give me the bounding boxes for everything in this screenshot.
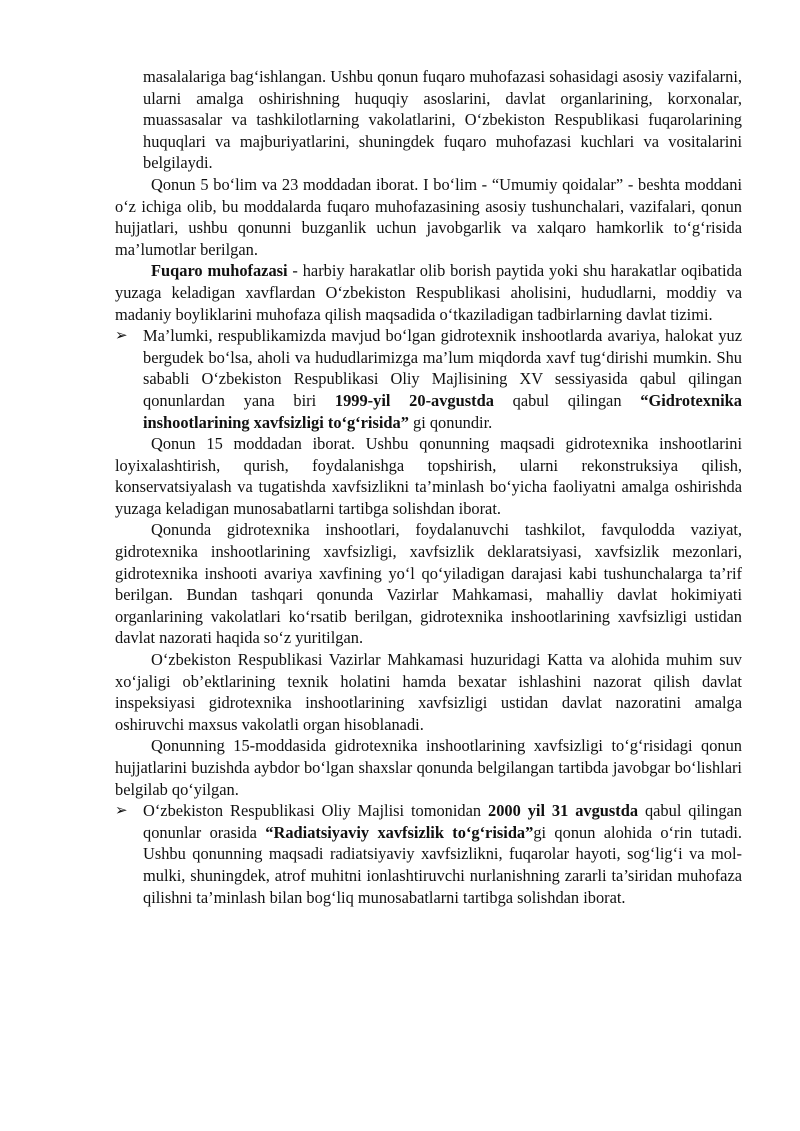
bullet-law-title: “Gidrotexnika inshootlarining xavfsizligi to‘g‘risida” bbox=[143, 390, 742, 432]
paragraph-law-purpose: Qonun 15 moddadan iborat. Ushbu qonunning maqsadi gidrotexnika inshootlarini loyixalashtirish, qurish, foydalanishga topshirish, ularni rekonstruksiya qilish, konservatsiyalash va tugatishda xavfsizlikni ta’minlash bo‘yicha faoliyatni amalga oshirishda yuzaga keladigan munosabatlarni tartibga solishdan iborat. bbox=[115, 434, 742, 518]
paragraph-inspection: O‘zbekiston Respublikasi Vazirlar Mahkamasi huzuridagi Katta va alohida muhim suv xo‘jaligi ob’ektlarining texnik holatini hamda bexatar ishlashini nazorat qilish davlat inspeksiyasi gidrotexnika inshootlarining xavfsizligi ustidan davlat nazoratini amalga oshiruvchi maxsus vakolatli organ hisoblanadi. bbox=[115, 650, 742, 734]
definition-term: Fuqaro muhofazasi bbox=[151, 261, 288, 281]
document-body bbox=[115, 66, 742, 908]
bullet-text: qabul qilingan qonunlar orasida bbox=[143, 801, 743, 842]
bullet-text: gi qonun alohida o‘rin tutadi. Ushbu qonunning maqsadi radiatsiyaviy xavfsizlikni, fuqarolar hayoti, sog‘lig‘i va mol-mulki, shuningdek, atrof muhitni ionlashtiruvchi nurlanishning zararli ta’siridan muhofaza qilishni ta’minlash bilan bog‘liq munosabatlarni tartibga solishdan iborat. bbox=[143, 822, 742, 907]
paragraph-definitions: Qonunda gidrotexnika inshootlari, foydalanuvchi tashkilot, favqulodda vaziyat, gidrotexnika inshootlarining xavfsizligi, xavfsizlik deklaratsiyasi, xavfsizlik mezonlari, gidrotexnika inshooti avariya xavfining yo‘l qo‘yiladigan darajasi kabi tushunchalarga ta’rif berilgan. Bundan tashqari qonunda Vazirlar Mahkamasi, mahalliy davlat hokimiyati organlarining vakolatlari ko‘rsatib berilgan, gidrotexnika inshootlarining xavfsizligi ustidan davlat nazorati haqida so‘z yuritilgan. bbox=[115, 520, 742, 648]
paragraph-continuation: masalalariga bag‘ishlangan. Ushbu qonun fuqaro muhofazasi sohasidagi asosiy vazifalarni, ularni amalga oshirishning huquqiy asoslarini, davlat organlarining, korxonalar, muassasalar va tashkilotlarning vakolatlarini, O‘zbekiston Respublikasi fuqarolarining huquqlari va majburiyatlarini, shuningdek fuqaro muhofazasi kuchlari va vositalarini belgilaydi. bbox=[143, 67, 742, 173]
bullet-text: gi qonundir. bbox=[408, 412, 493, 432]
bullet-law-title: “Radiatsiyaviy xavfsizlik to‘g‘risida” bbox=[265, 822, 534, 842]
definition-text: - harbiy harakatlar olib borish paytida yoki shu harakatlar oqibatida yuzaga keladigan xavflardan O‘zbekiston Respublikasi aholisini, hududlarni, moddiy va madaniy boyliklarini muhofaza qilish maqsadida o‘tkaziladigan tadbirlarning davlat tizimi. bbox=[115, 261, 742, 324]
bullet-date: 2000 yil 31 avgustda bbox=[488, 801, 639, 821]
paragraph-article-15: Qonunning 15-moddasida gidrotexnika inshootlarining xavfsizligi to‘g‘risidagi qonun hujjatlarini buzishda aybdor bo‘lgan shaxslar qonunda belgilangan tartibda javobgar bo‘lishlari belgilab qo‘yilgan. bbox=[115, 736, 742, 799]
bullet-item-radiation-law bbox=[115, 800, 742, 908]
bullet-text: Ma’lumki, respublikamizda mavjud bo‘lgan gidrotexnik inshootlarda avariya, halokat yuz bergudek bo‘lsa, aholi va hududlarimizga ma’lum miqdorda xavf tug‘dirishi mumkin. Shu sababli O‘zbekiston Respublikasi Oliy Majlisining XV sessiyasida qabul qilingan qonunlardan yana biri bbox=[143, 326, 742, 410]
paragraph-definition bbox=[115, 260, 742, 325]
paragraph-law-structure: Qonun 5 bo‘lim va 23 moddadan iborat. I bo‘lim - “Umumiy qoidalar” - beshta moddani o‘z ichiga olib, bu moddalarda fuqaro muhofazasining asosiy tushunchalari, vazifalari, qonun hujjatlari, ushbu qonunni buzganlik uchun javobgarlik va xalqaro hamkorlik to‘g‘risida ma’lumotlar berilgan. bbox=[115, 174, 742, 259]
arrow-bullet-icon: ➢ bbox=[115, 801, 128, 820]
bullet-text: qabul qilingan bbox=[493, 390, 641, 410]
bullet-item-hydrotechnical-law bbox=[115, 325, 742, 433]
arrow-bullet-icon: ➢ bbox=[115, 326, 128, 345]
bullet-date: 1999-yil 20-avgustda bbox=[334, 390, 494, 410]
bullet-text: O‘zbekiston Respublikasi Oliy Majlisi tomonidan bbox=[143, 801, 489, 821]
